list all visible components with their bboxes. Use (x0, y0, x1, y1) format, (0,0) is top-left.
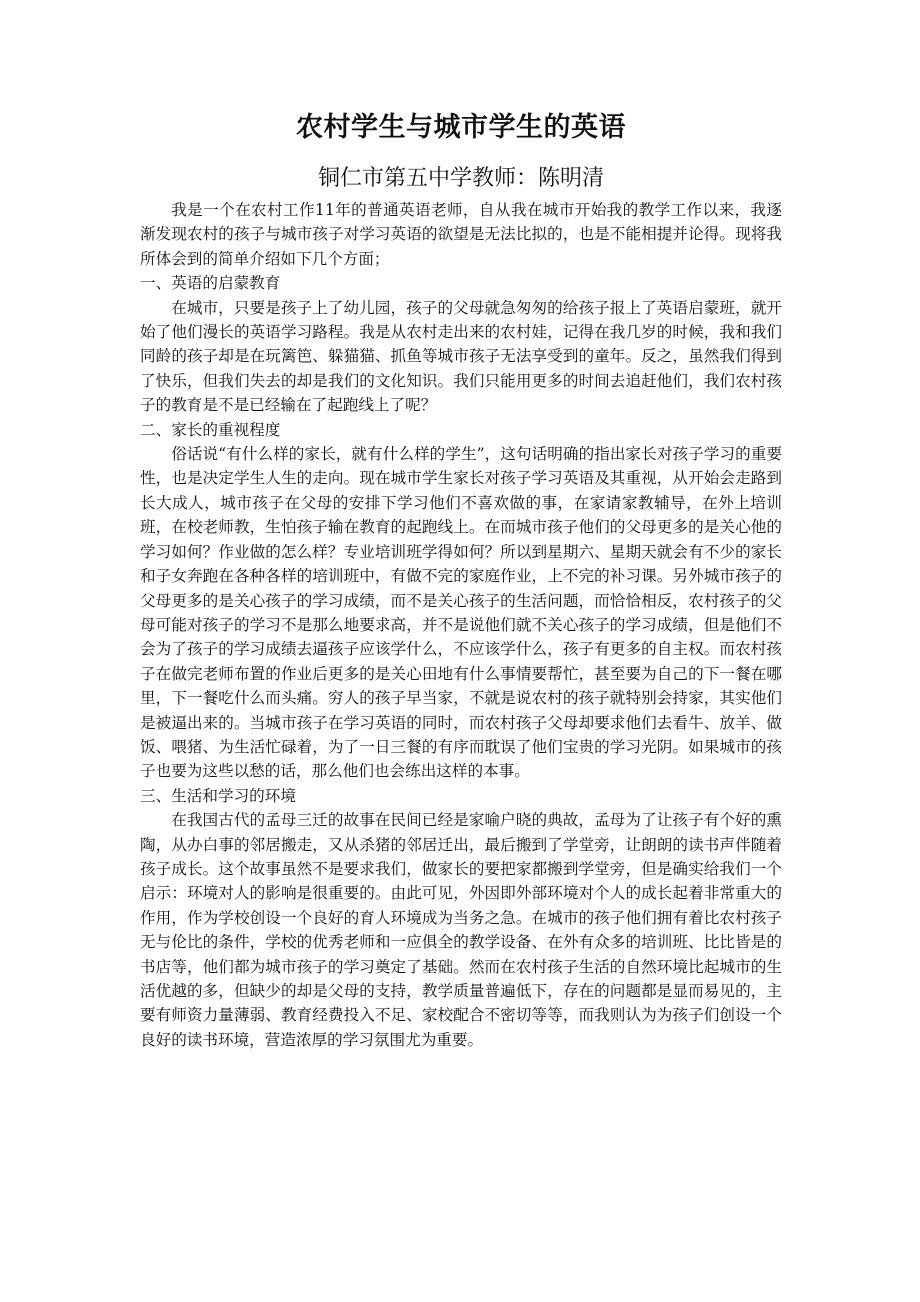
section-heading-1: 一、英语的启蒙教育 (140, 274, 281, 293)
section-body-3: 在我国古代的孟母三迁的故事在民间已经是家喻户晓的典故，孟母为了让孩子有个好的熏陶，从办白事的邻居搬走，又从杀猪的邻居迁出，最后搬到了学堂旁，让朗朗的读书声伴随着孩子成长。这个故事虽然不是要求我们，做家长的要把家都搬到学堂旁，但是确实给我们一个启示：环境对人的影响是很重要的。由此可见，外因即外部环境对个人的成长起着非常重大的作用，作为学校创设一个良好的育人环境成为当务之急。在城市的孩子他们拥有着比农村孩子无与伦比的条件，学校的优秀老师和一应俱全的教学设备、在外有众多的培训班、比比皆是的书店等，他们都为城市孩子的学习奠定了基础。然而在农村孩子生活的自然环境比起城市的生活优越的多，但缺少的却是父母的支持，教学质量普遍低下，存在的问题都是显而易见的，主要有师资力量薄弱、教育经费投入不足、家校配合不密切等等，而我则认为为孩子们创设一个良好的读书环境，营造浓厚的学习氛围尤为重要。 (140, 811, 782, 1049)
section-body-1: 在城市，只要是孩子上了幼儿园，孩子的父母就急匆匆的给孩子报上了英语启蒙班，就开始了他们漫长的英语学习路程。我是从农村走出来的农村娃，记得在我几岁的时候，我和我们同龄的孩子却是在玩篱笆、躲猫猫、抓鱼等城市孩子无法享受到的童年。反之，虽然我们得到了快乐，但我们失去的却是我们的文化知识。我们只能用更多的时间去追赶他们，我们农村孩子的教育是不是已经输在了起跑线上了呢？ (140, 298, 782, 415)
section-heading-2: 二、家长的重视程度 (140, 420, 281, 439)
section-body-2: 俗话说“有什么样的家长，就有什么样的学生”，这句话明确的指出家长对孩子学习的重要性，也是决定学生人生的走向。现在城市学生家长对孩子学习英语及其重视，从开始会走路到长大成人，城市孩子在父母的安排下学习他们不喜欢做的事，在家请家教辅导，在外上培训班，在校老师教，生怕孩子输在教育的起跑线上。在而城市孩子他们的父母更多的是关心他的学习如何？作业做的怎么样？专业培训班学得如何？所以到星期六、星期天就会有不少的家长和子女奔跑在各种各样的培训班中，有做不完的家庭作业，上不完的补习课。另外城市孩子的父母更多的是关心孩子的学习成绩，而不是关心孩子的生活问题，而恰恰相反，农村孩子的父母可能对孩子的学习不是那么地要求高，并不是说他们就不关心孩子的学习成绩，但是他们不会为了孩子的学习成绩去逼孩子应该学什么，不应该学什么，孩子有更多的自主权。而农村孩子在做完老师布置的作业后更多的是关心田地有什么事情要帮忙，甚至要为自己的下一餐在哪里，下一餐吃什么而头痛。穷人的孩子早当家，不就是说农村的孩子就特别会持家，其实他们是被逼出来的。当城市孩子在学习英语的同时，而农村孩子父母却要求他们去看牛、放羊、做饭、喂猪、为生活忙碌着，为了一日三餐的有序而耽误了他们宝贵的学习光阴。如果城市的孩子也要为这些以愁的话，那么他们也会练出这样的本事。 (140, 445, 782, 781)
document-title: 农村学生与城市学生的英语 (296, 112, 626, 143)
document-author: 铜仁市第五中学教师：陈明清 (317, 166, 604, 191)
section-heading-3: 三、生活和学习的环境 (140, 786, 296, 805)
document-page (140, 108, 782, 1052)
intro-paragraph: 我是一个在农村工作11年的普通英语老师，自从我在城市开始我的教学工作以来，我逐渐发现农村的孩子与城市孩子对学习英语的欲望是无法比拟的，也是不能相提并论得。现将我所体会到的简单介绍如下几个方面； (140, 201, 782, 268)
